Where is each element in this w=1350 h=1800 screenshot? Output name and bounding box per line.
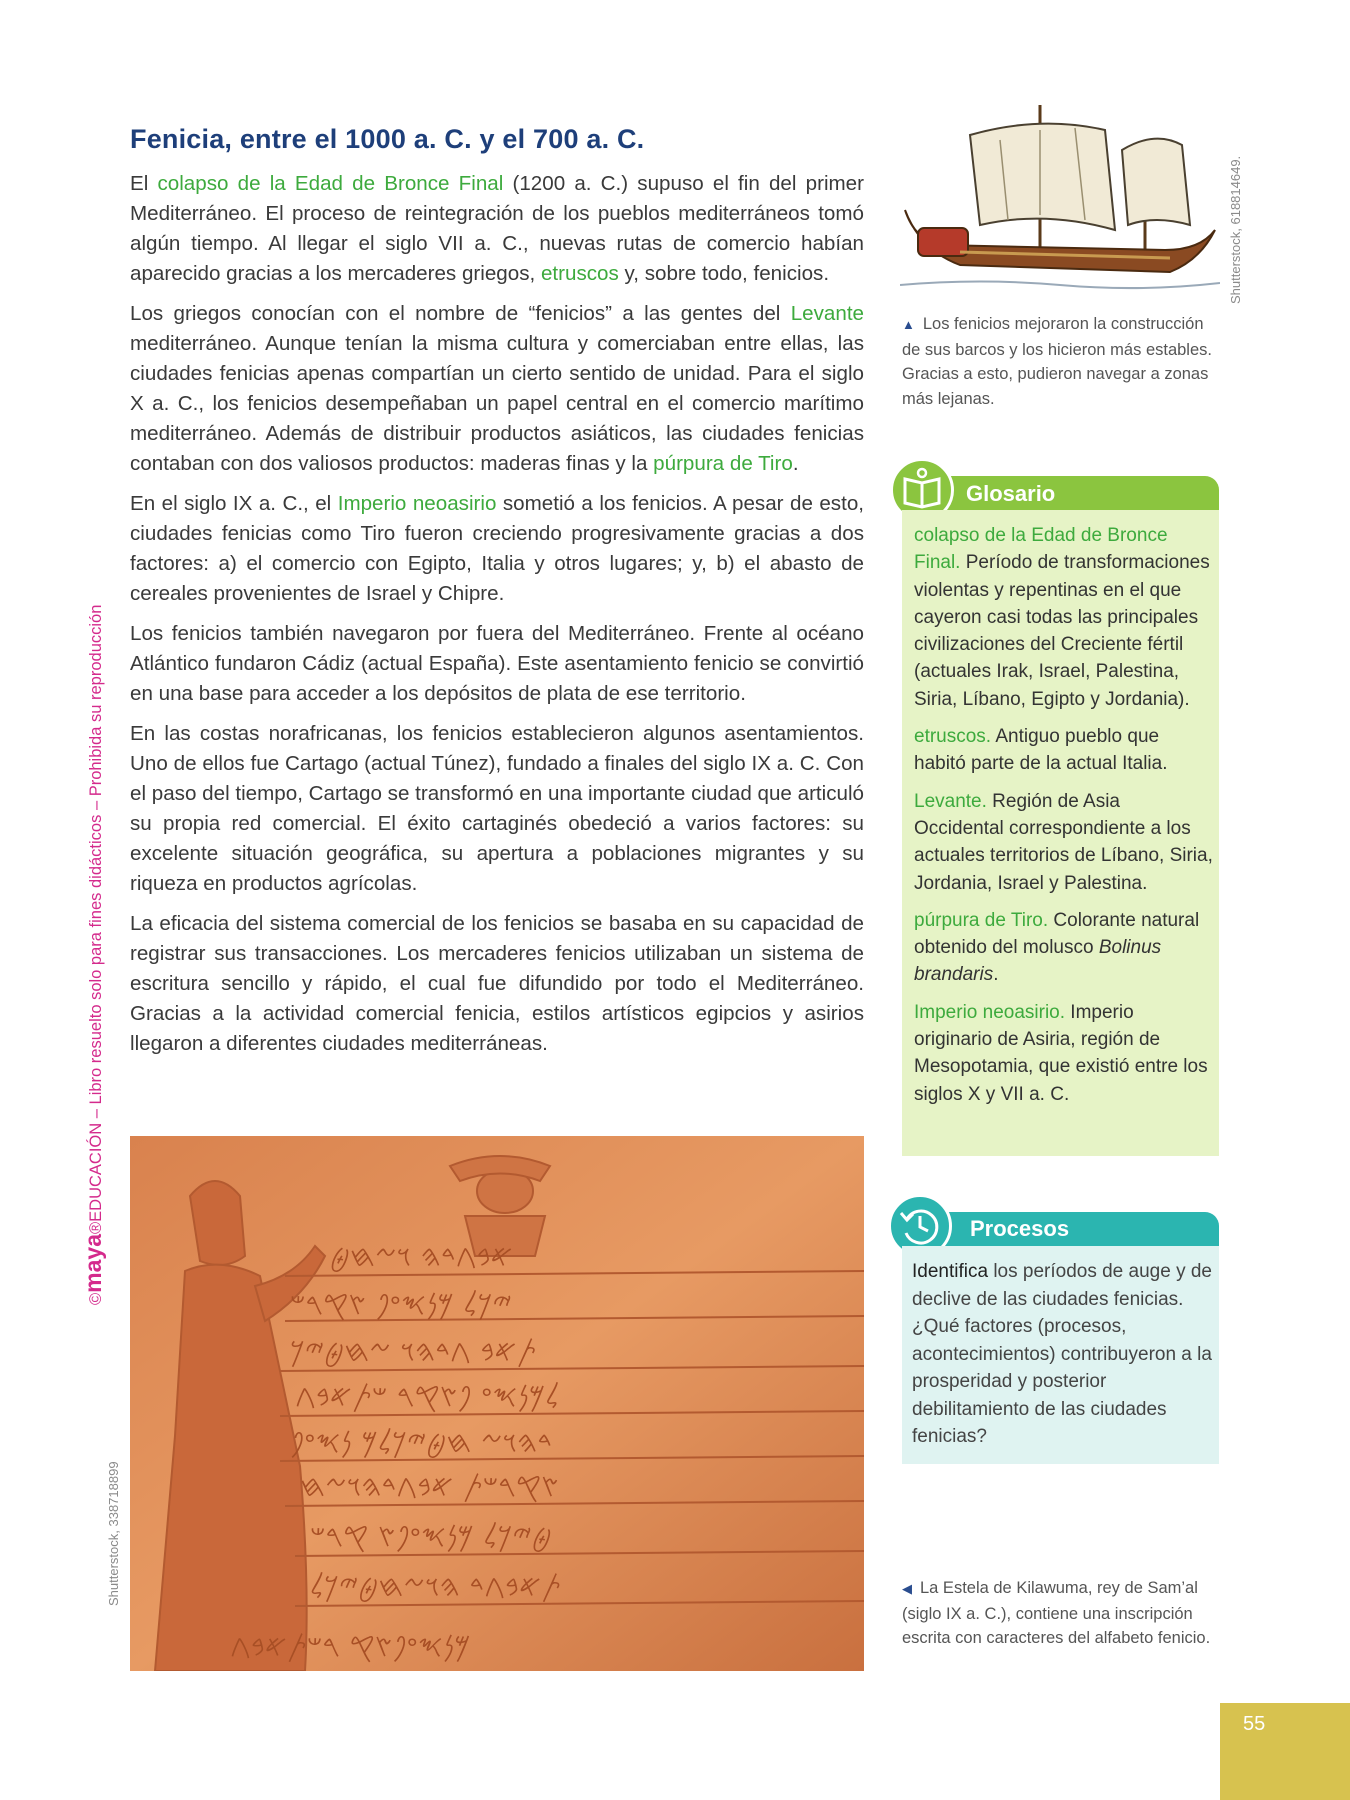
ship-credit: Shutterstock, 618814649.	[1228, 155, 1243, 304]
glossary-title: Glosario	[966, 481, 1056, 506]
inscription-row: 𐤑𐤒𐤓𐤔𐤕 𐤀𐤁𐤂𐤃𐤄𐤅𐤆𐤇	[300, 1469, 559, 1504]
paragraph-3	[130, 489, 864, 609]
glossary-term: Imperio neoasirio.	[914, 1001, 1066, 1023]
glossary-term: colapso de la Edad de Bronce Final.	[914, 525, 1168, 574]
registered-symbol: ®	[87, 1221, 105, 1234]
text-run: y, sobre todo, fenicios.	[618, 262, 830, 285]
text-run: sometió a los fenicios. A pesar de esto, ciudades fenicias como Tiro fueron creciendo progresivamente gracias a dos factores: a) el comercio con Egipto, Italia y otros lugares; y, b) el abasto de cereales provenientes de Israel y Chipre.	[130, 492, 864, 605]
copyright-symbol: ©	[87, 1292, 105, 1305]
glossary-term-link[interactable]: Imperio neoasirio	[337, 492, 497, 515]
inscription-row: 𐤕𐤀𐤁 𐤂𐤃𐤄𐤅 𐤆𐤇𐤈𐤉𐤊	[290, 1334, 537, 1369]
glossary-definition: Región de Asia Occidental correspondiente a los actuales territorios de Líbano, Siria, Jordania, Israel y Palestina.	[914, 790, 1213, 894]
glossary-term: Levante.	[914, 790, 987, 812]
copyright-notice	[80, 605, 107, 1305]
ship-caption-text: Los fenicios mejoraron la construcción de sus barcos y los hicieron más estables. Gracias a esto, pudieron navegar a zonas más lejanas.	[902, 315, 1212, 408]
species-name: Bolinus brandaris	[914, 937, 1162, 986]
glossary-term-link[interactable]: colapso de la Edad de Bronce Final	[157, 172, 504, 195]
glossary-entry	[914, 907, 1214, 989]
stele-photo	[130, 1136, 864, 1671]
paragraph-5: En las costas norafricanas, los fenicios establecieron algunos asentamientos. Uno de ellos fue Cartago (actual Túnez), fundado a finales del siglo IX a. C. Con el paso del tiempo, Cartago se transformó en una importante ciudad que articuló su propia red comercial. El éxito cartaginés obedeció a varios factores: su excelente situación geográfica, su apertura a poblaciones migrantes y su riqueza en productos agrícolas.	[130, 722, 864, 895]
copyright-text: EDUCACIÓN – Libro resuelto solo para fines didácticos – Prohibida su reproducción	[87, 604, 105, 1222]
glossary-entry	[914, 999, 1214, 1108]
glossary-term-link[interactable]: púrpura de Tiro	[653, 452, 793, 475]
text-run: En el siglo IX a. C., el	[130, 492, 338, 515]
page-title: Fenicia, entre el 1000 a. C. y el 700 a. C.	[130, 124, 645, 154]
text-run: El	[130, 172, 158, 195]
inscription-row: 𐤕𐤀𐤁𐤂𐤃 𐤄𐤅𐤆𐤇𐤈𐤉𐤊𐤋	[310, 1569, 562, 1604]
paragraph-6: La eficacia del sistema comercial de los fenicios se basaba en su capacidad de registrar sus transacciones. Los mercaderes fenicios utilizaban un sistema de escritura sencillo y rápido, el cual fue difundido por todo el Mediterráneo. Gracias a la actividad comercial fenicia, estilos artísticos egipcios y asirios llegaron a diferentes ciudades mediterráneas.	[130, 912, 864, 1055]
glossary-term-link[interactable]: Levante	[790, 302, 864, 325]
inscription-row: 𐤃𐤄𐤅𐤆 𐤇𐤈𐤉𐤊𐤋𐤌 𐤍𐤎𐤏𐤐	[290, 1425, 553, 1460]
procesos-question: los períodos de auge y de declive de las ciudades fenicias. ¿Qué factores (procesos, acontecimientos) contribuyeron a la prosperidad y posterior debilitamiento de las ciudades fenicias?	[912, 1261, 1212, 1447]
ship-illustration	[900, 100, 1220, 300]
procesos-verb: Identifica	[912, 1261, 989, 1282]
glossary-entry	[914, 522, 1214, 713]
glossary-definition: Período de transformaciones violentas y repentinas en el que cayeron casi todas las principales civilizaciones del Creciente fértil (actuales Irak, Israel, Palestina, Siria, Líbano, Egipto y Jordania).	[914, 552, 1210, 710]
page-number-box	[1220, 1703, 1350, 1800]
inscription-row: 𐤋𐤌𐤍𐤎𐤏 𐤐𐤑𐤒𐤓 𐤔𐤕𐤀𐤁𐤂	[295, 1379, 560, 1414]
glossary-term: etruscos.	[914, 726, 992, 748]
main-column	[130, 124, 864, 1069]
procesos-text	[912, 1258, 1212, 1451]
glossary-term-link[interactable]: etruscos	[540, 262, 619, 285]
text-run: mediterráneo. Aunque tenían la misma cultura y comerciaban entre ellas, las ciudades fenicias apenas compartían un cierto sentido de unidad. Para el siglo X a. C., los fenicios desempeñaban un papel central en el comercio marítimo mediterráneo. Además de distribuir productos asiáticos, las ciudades fenicias contaban con dos valiosos productos: maderas finas y la	[130, 332, 864, 475]
text-run: (1200 a. C.) supuso el fin del primer Mediterráneo. El proceso de reintegración de los pueblos mediterráneos tomó algún tiempo. Al llegar el siglo VII a. C., nuevas rutas de comercio habían aparecido gracias a los mercaderes griegos,	[130, 172, 864, 285]
stele-image	[130, 1136, 864, 1671]
glossary-definition-end: .	[993, 964, 999, 986]
inscription-row: 𐤉𐤊𐤋 𐤌𐤍𐤎𐤏𐤐 𐤑𐤒𐤓𐤔	[290, 1287, 512, 1322]
stele-credit: Shutterstock, 338718899	[106, 1461, 121, 1606]
glossary-definition: Imperio originario de Asiria, región de Mesopotamia, que existió entre los siglos X y VII a. C.	[914, 1001, 1208, 1105]
stele-caption	[902, 1576, 1222, 1651]
inscription-row: 𐤌𐤍𐤎𐤏𐤐𐤑𐤒 𐤓𐤔𐤕𐤀𐤁𐤂	[230, 1629, 471, 1664]
inscription-row: 𐤀𐤁𐤂𐤃𐤄 𐤅𐤆𐤇𐤈	[330, 1239, 513, 1274]
paragraph-4: Los fenicios también navegaron por fuera del Mediterráneo. Frente al océano Atlántico fundaron Cádiz (actual España). Este asentamiento fenicio se convirtió en una base para acceder a los depósitos de plata de ese territorio.	[130, 622, 864, 705]
glossary-term: púrpura de Tiro.	[914, 909, 1049, 931]
paragraph-1	[130, 169, 864, 289]
inscription-row: 𐤈𐤉𐤊𐤋 𐤌𐤍𐤎𐤏𐤐𐤑 𐤒𐤓𐤔	[310, 1519, 552, 1554]
triangle-left-icon: ◀	[902, 1581, 912, 1596]
ship-caption	[902, 312, 1222, 411]
glossary-definition: Colorante natural obtenido del molusco	[914, 909, 1200, 959]
procesos-title: Procesos	[970, 1216, 1070, 1241]
glossary-entry	[914, 788, 1214, 897]
paragraph-2	[130, 299, 864, 479]
stele-caption-text: La Estela de Kilawuma, rey de Sam’al (siglo IX a. C.), contiene una inscripción escrita con caracteres del alfabeto fenicio.	[902, 1579, 1211, 1647]
brand-name: maya	[80, 1234, 106, 1293]
text-run: .	[792, 452, 799, 475]
text-run: Los griegos conocían con el nombre de “fenicios” a las gentes del	[130, 302, 791, 325]
glossary-list	[914, 522, 1214, 1118]
glossary-definition: Antiguo pueblo que habitó parte de la actual Italia.	[914, 726, 1168, 775]
triangle-up-icon: ▲	[902, 317, 915, 332]
page-number: 55	[1243, 1713, 1266, 1735]
glossary-entry	[914, 723, 1214, 778]
